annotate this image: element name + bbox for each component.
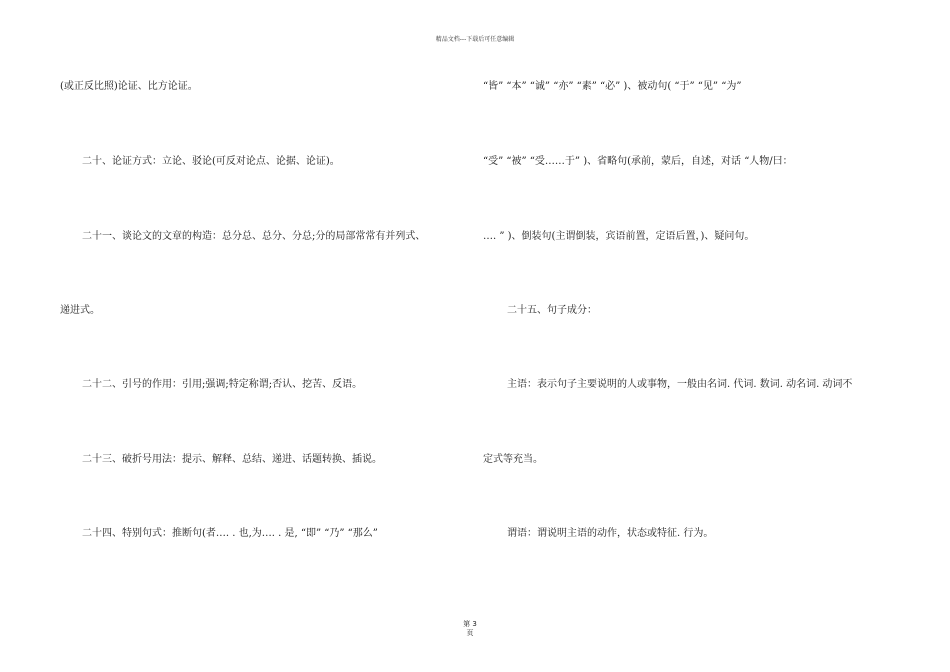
- left-line-7: 二十四、特别句式：推断句(者…. . 也,为…. . 是, “即” “乃” “那么”: [82, 528, 378, 539]
- left-line-3: 二十一、谈论文的文章的构造：总分总、总分、分总;分的局部常常有并列式、: [82, 231, 426, 242]
- right-line-4: 二十五、句子成分：: [507, 305, 597, 316]
- page-number: 第 3: [463, 620, 477, 628]
- left-line-5: 二十二、引号的作用：引用;强调;特定称谓;否认、挖苦、反语。: [82, 379, 363, 390]
- page-number-suffix: 页: [466, 629, 474, 637]
- left-line-6: 二十三、破折号用法：提示、解释、总结、递进、话题转换、插说。: [82, 454, 382, 465]
- right-line-7: 谓语：谓说明主语的动作，状态或特征. 行为。: [507, 528, 714, 539]
- right-line-5: 主语：表示句子主要说明的人或事物，一般由名词. 代词. 数词. 动名词. 动词不: [507, 379, 853, 390]
- left-line-1: (或正反比照)论证、比方论证。: [60, 81, 198, 92]
- right-line-3: …. ” )、倒装句(主谓倒装，宾语前置，定语后置，)、疑问句。: [483, 231, 755, 242]
- right-line-6: 定式等充当。: [483, 454, 543, 465]
- right-line-2: “受” “被” “受……于” )、省略句(承前，蒙后，自述，对话 “人物/曰：: [483, 156, 793, 167]
- left-line-4: 递进式。: [60, 305, 100, 316]
- left-line-2: 二十、论证方式：立论、驳论(可反对论点、论据、论证)。: [82, 156, 340, 167]
- right-line-1: “皆” “本” “诚” “亦” “素” “必” )、被动句( “于” “见” “为”: [483, 81, 742, 92]
- page-header: 精品文档---下载后可任意编辑: [435, 36, 515, 43]
